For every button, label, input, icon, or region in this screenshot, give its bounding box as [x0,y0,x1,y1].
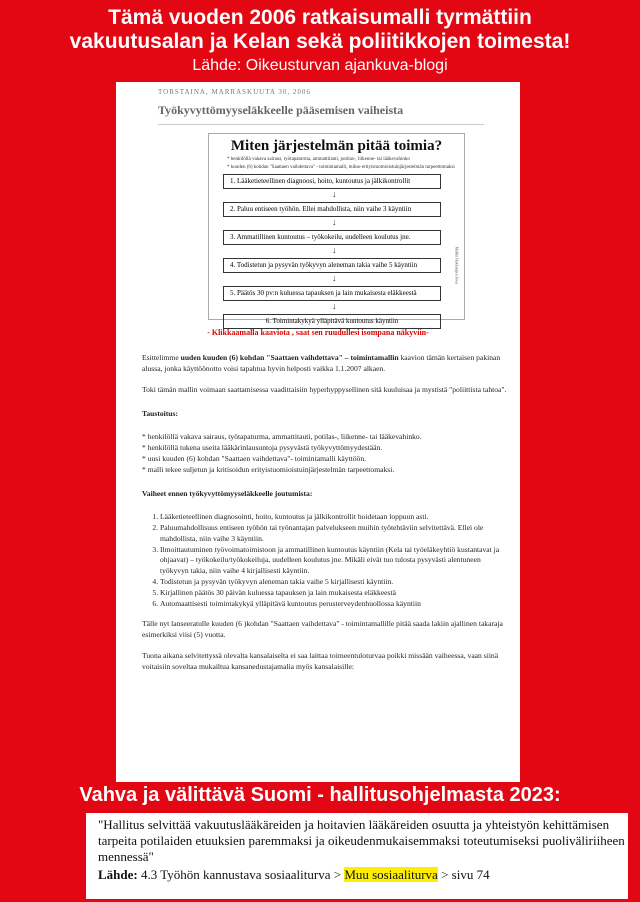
list-item: * malli tekee suljetun ja kritisoidun erityistuomioistuinjärjestelmän tarpeettomaksi. [142,464,395,474]
banner-line-2: vakuutusalan ja Kelan sekä poliitikkojen toimesta! [69,30,571,53]
divider [158,124,484,125]
list-item: 5. Kirjallinen päätös 30 päivän kuluessa tapauksen ja lain mukaisesta eläkkeestä [160,588,508,599]
diagram-step: 4. Todistetun ja pysyvän työkyvyn aleneman takia vaihe 5 käyntiin ↓ [223,258,441,273]
paragraph: Toki tämän mallin voimaan saattamisessa vaadittaisiin hyperhyppysellinen sitä kuuluisaa ja mystistä "poliittista tahtoa". [142,384,507,394]
diagram-step: 3. Ammatillinen kuntoutus – työkokeilu, uudelleen koulutus jne. ↓ [223,230,441,245]
intro-text-end: kaavion tämän kertaisen pakinan alussa, jonka käyttöönotto voisi tapahtua hyvin helposti vaikka 1.1.2007 alkaen. [142,353,501,373]
diagram-step: 5. Päätös 30 pv:n kuluessa tapauksen ja lain mukaisesta eläkkeestä ↓ [223,286,441,301]
list-item: * henkilöllä tukena useita lääkärinlausuntoja pysyvästä työkyvyttömyydestään. [142,442,383,452]
list-item: 2. Paluumahdollisuus entiseen työhön tai työnantajan palvelukseen muihin työtehtäviin selvitettävä. Ellei ole mahdollista, niin vaihe 3 käyntiin. [160,523,508,545]
process-diagram[interactable] [208,133,465,325]
diagram-note-2: * kuuden (6) kohdan "Saattaen vaihdettava" - toimintamalli, mikse erityistuomioistuinjärjestelmän tarpeettomaksi [227,165,455,170]
source-page: > sivu 74 [437,867,490,882]
diagram-step: 2. Paluu entiseen työhön. Ellei mahdollista, niin vaihe 3 käyntiin ↓ [223,202,441,217]
top-banner [0,0,640,82]
source-label: Lähde: [98,867,138,882]
click-note: - Klikkaamalla kaaviota , saat sen ruudullesi isompana näkyviin- [207,328,429,337]
diagram-side-label: Mallin Hakkuujen Jooa [455,246,460,284]
post-body [142,353,508,683]
diagram-steps [223,174,441,342]
list-item: 4. Todistetun ja pysyvän työkyvyn aleneman takia vaihe 5 kirjallisesti käyntiin. [160,577,508,588]
diagram-step: 6. Toimintakykyä ylläpitävä kuntoutus käyntiin [223,314,441,329]
list-item: * uusi kuuden (6) kohdan "Saattaen vaihdettava"- toimintamalli käyttöön. [142,453,367,463]
diagram-note-1: * henkilöllä vakava sairaus, työtapaturma, ammattitauti, potilas-, liikenne- tai lääkevahinko [227,157,410,162]
paragraph: Tälle nyt lanseeratulle kuuden (6 )kohdan "Saattaen vaihdettava" - toimintamallille pitää saada lakiin ajallinen takaraja esimerkiksi viisi (5) vuotta. [142,619,503,640]
diagram-heading: Miten järjestelmän pitää toimia? [230,138,443,154]
diagram-step: 1. Lääketieteellinen diagnoosi, hoito, kuntoutus ja jälkikontrollit ↓ [223,174,441,189]
intro-bold: uuden kuuden (6) kohdan "Saattaen vaihdettava" – toimintamallin [180,353,399,362]
background-list [142,432,508,475]
banner-line-1: Tämä vuoden 2006 ratkaisumalli tyrmättiin [108,6,532,29]
bottom-heading: Vahva ja välittävä Suomi - hallitusohjelmasta 2023: [79,784,561,806]
stages-heading: Vaiheet ennen työkyvyttömyyseläkkeelle joutumista: [142,489,313,499]
blog-post-panel [116,82,520,782]
list-item: 3. Ilmoittautuminen työvoimatoimistoon ja ammatillinen kuntoutus käyntiin (Kela tai työeläkeyhtiö kustantavat ja ohjaavat) – työkokeilu/työkokeiluja, uudelleen koulutus jne. Mikäli eivät tuo tulosta pysyvästi alentuneen työkyvyn takia, niin vaihe 4 kirjallisesti käyntiin. [160,545,508,577]
quote-box [86,813,628,899]
background-heading: Taustoitus: [142,409,179,419]
post-date: TORSTAINA, MARRASKUUTA 30, 2006 [158,88,311,96]
list-item: 6. Automaattisesti toimintakykyä ylläpitävä kuntoutus perusterveydenhuollossa käyntiin [160,599,508,610]
source-path: 4.3 Työhön kannustava sosiaaliturva > [137,867,345,882]
post-title[interactable]: Työkyvyttömyyseläkkeelle pääsemisen vaiheista [158,103,404,117]
quote-text: "Hallitus selvittää vakuutuslääkäreiden ja hoitavien lääkäreiden osuutta ja yhteistyön kehittämisen tarpeita potilaiden etuuksien paremmaksi ja oikeudenmukaisemmaksi toteutumiseksi puoliväliriiheen mennessä" [98,817,625,864]
source-highlight: Muu sosiaaliturva [344,867,438,882]
stages-list [142,512,508,609]
paragraph: Tuona aikana selvitettyssä olevalta kansalaiselta ei saa laittaa toimeentuloturvaa poikki missään vaiheessa, vaan siinä voitaisiin soveltaa mukailtua kansanedustajamalia myös kansalaisille: [142,650,499,671]
list-item: 1. Lääketieteellinen diagnosointi, hoito, kuntoutus ja jälkikontrollit hoidetaan loppuun asti. [160,512,508,523]
intro-text: Esittelimme [142,353,181,362]
intro-paragraph [142,353,508,375]
source-line [98,867,628,883]
list-item: * henkilöllä vakava sairaus, työtapaturma, ammattitauti, potilas-, liikenne- tai lääkevahinko. [142,432,422,442]
banner-source: Lähde: Oikeusturvan ajankuva-blogi [192,57,448,74]
